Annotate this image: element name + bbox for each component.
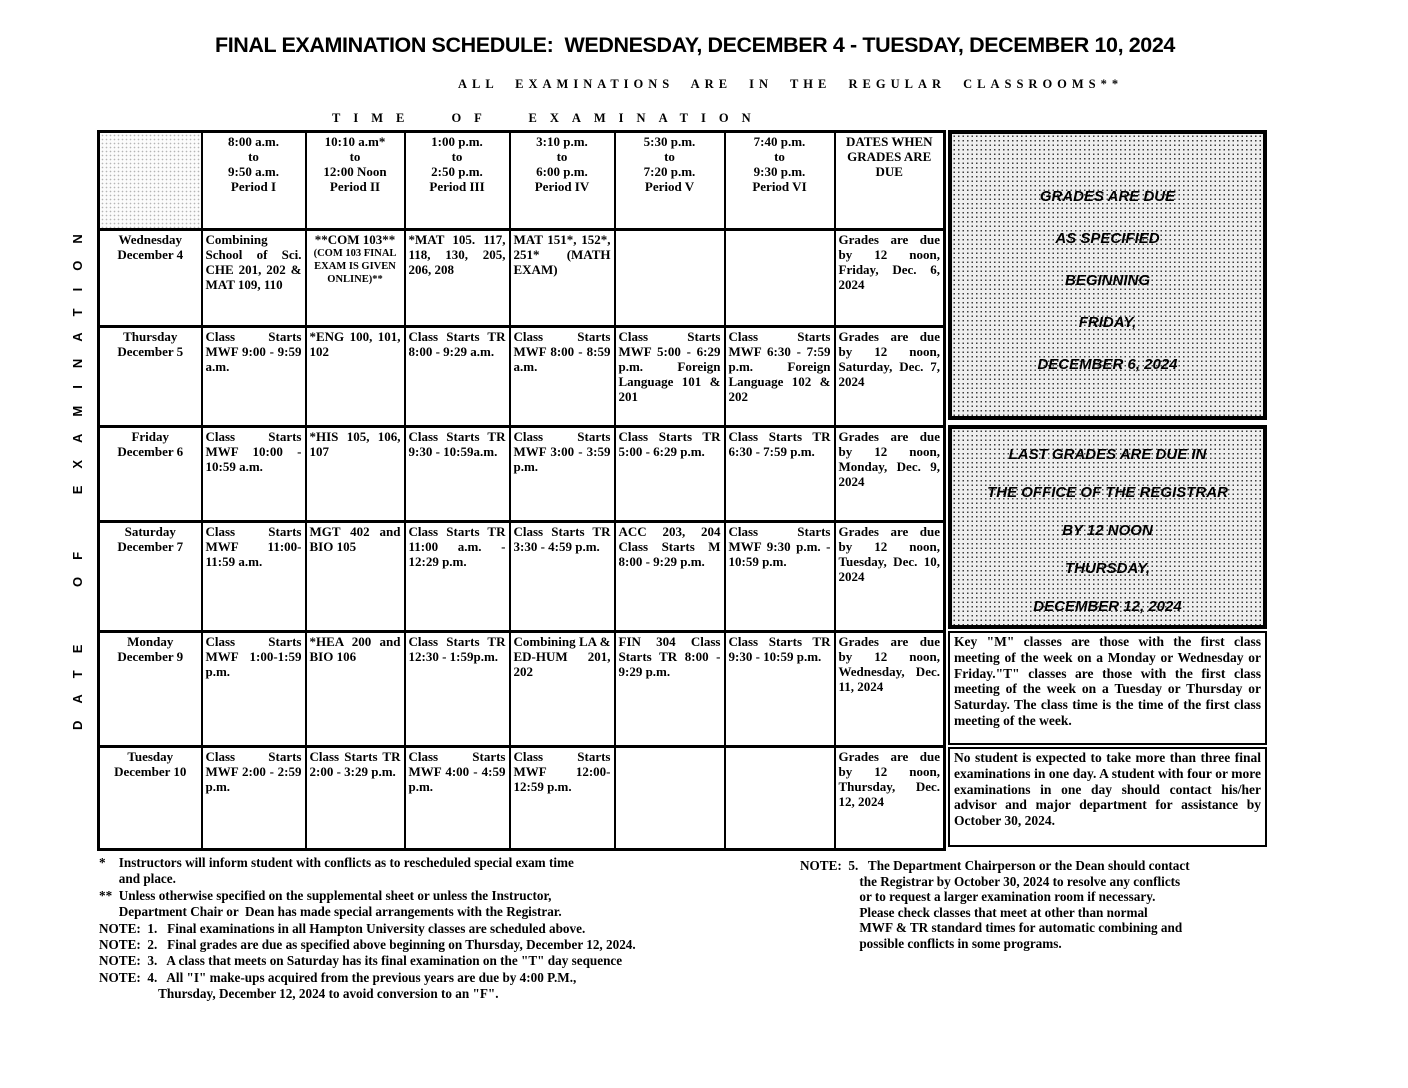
cell-text: Class Starts MWF 5:00 - 6:29 p.m. Foreign Language 101 & 201 bbox=[618, 329, 721, 405]
cell-text: *ENG 100, 101, 102 bbox=[309, 329, 401, 360]
day-line: December 6 bbox=[117, 444, 184, 460]
note-line: the Registrar by October 30, 2024 to resolve any conflicts bbox=[800, 873, 1181, 889]
cell-text: Class Starts TR 12:30 - 1:59p.m. bbox=[408, 634, 506, 665]
schedule-cell bbox=[306, 522, 405, 632]
note-line: possible conflicts in some programs. bbox=[800, 935, 1062, 951]
table-row bbox=[99, 427, 945, 522]
header-line: 9:50 a.m. bbox=[228, 164, 279, 180]
schedule-cell bbox=[306, 230, 405, 327]
schedule-cell bbox=[306, 747, 405, 850]
notice-line: FRIDAY, bbox=[1078, 314, 1137, 331]
day-line: Friday bbox=[131, 429, 170, 444]
header-line: GRADES ARE DUE bbox=[847, 149, 932, 180]
day-line: December 4 bbox=[117, 247, 184, 263]
subtitle-all-examinations: ALL EXAMINATIONS ARE IN THE REGULAR CLASSROOMS** bbox=[458, 77, 1124, 91]
date-of-examination-vertical-label: DATE OF EXAMINATION bbox=[70, 217, 85, 730]
schedule-cell bbox=[725, 327, 835, 427]
grades-cell bbox=[835, 230, 945, 327]
schedule-cell bbox=[615, 427, 725, 522]
schedule-cell bbox=[405, 327, 510, 427]
schedule-cell bbox=[405, 522, 510, 632]
header-period-cell-3 bbox=[405, 132, 510, 230]
note-line: NOTE: 4. All "I" make-ups acquired from the previous years are due by 4:00 P.M., bbox=[99, 969, 577, 985]
schedule-cell bbox=[405, 747, 510, 850]
key-m-t-classes-note-box: Key "M" classes are those with the first class meeting of the week on a Monday or Wednesday or Friday."T" classes are those with the first class meeting of the week on a Tuesday or Thursday or Saturday. The class time is the time of the first class meeting of the week. bbox=[948, 631, 1267, 745]
header-line: to bbox=[349, 149, 361, 165]
notice-line: LAST GRADES ARE DUE IN bbox=[1008, 446, 1207, 463]
notice-line: BEGINNING bbox=[1064, 272, 1150, 289]
cell-text: Class Starts TR 6:30 - 7:59 p.m. bbox=[728, 429, 831, 460]
cell-text: Grades are due by 12 noon, Thursday, Dec. 12, 2024 bbox=[838, 749, 940, 810]
cell-text: ACC 203, 204 Class Starts M 8:00 - 9:29 p.m. bbox=[618, 524, 721, 570]
cell-text: Class Starts MWF 10:00 - 10:59 a.m. bbox=[205, 429, 302, 475]
header-line: Period IV bbox=[534, 179, 590, 195]
grades-cell bbox=[835, 327, 945, 427]
cell-text: Combining School of Sci. CHE 201, 202 & MAT 109, 110 bbox=[205, 232, 302, 293]
header-line: to bbox=[248, 149, 259, 165]
day-line: Wednesday bbox=[118, 232, 183, 247]
grades-cell bbox=[835, 522, 945, 632]
cell-text: Grades are due by 12 noon, Tuesday, Dec. 10, 2024 bbox=[838, 524, 940, 585]
last-grades-due-notice-box bbox=[948, 425, 1267, 629]
cell-text: Class Starts TR 8:00 - 9:29 a.m. bbox=[408, 329, 506, 360]
header-line: 7:20 p.m. bbox=[643, 164, 696, 180]
header-line: 5:30 p.m. bbox=[643, 134, 696, 149]
schedule-cell bbox=[725, 747, 835, 850]
grades-cell bbox=[835, 427, 945, 522]
header-line: Period V bbox=[644, 179, 695, 195]
schedule-cell bbox=[725, 230, 835, 327]
header-line: 6:00 p.m. bbox=[536, 164, 588, 180]
day-cell bbox=[99, 427, 202, 522]
header-line: Period III bbox=[429, 179, 485, 195]
schedule-cell bbox=[202, 747, 306, 850]
cell-text: Class Starts MWF 3:00 - 3:59 p.m. bbox=[513, 429, 611, 475]
header-line: Period VI bbox=[752, 179, 807, 195]
cell-text: Class Starts TR 2:00 - 3:29 p.m. bbox=[309, 749, 401, 780]
header-line: 8:00 a.m. bbox=[228, 134, 279, 149]
header-line: 9:30 p.m. bbox=[753, 164, 806, 180]
note-line: Department Chair or Dean has made special arrangements with the Registrar. bbox=[99, 904, 562, 920]
schedule-cell bbox=[510, 427, 615, 522]
schedule-cell bbox=[615, 632, 725, 747]
table-row bbox=[99, 230, 945, 327]
cell-sub: (COM 103 FINAL EXAM IS GIVEN ONLINE)** bbox=[313, 248, 397, 286]
cell-text: Class Starts MWF 4:00 - 4:59 p.m. bbox=[408, 749, 506, 795]
schedule-cell bbox=[405, 632, 510, 747]
cell-text: Class Starts MWF 6:30 - 7:59 p.m. Foreign Language 102 & 202 bbox=[728, 329, 831, 405]
cell-main: **COM 103** bbox=[314, 232, 396, 247]
cell-text: *HIS 105, 106, 107 bbox=[309, 429, 401, 460]
cell-text: Class Starts MWF 9:30 p.m. - 10:59 p.m. bbox=[728, 524, 831, 570]
notice-line: GRADES ARE DUE bbox=[1039, 188, 1176, 205]
schedule-cell bbox=[202, 522, 306, 632]
day-cell bbox=[99, 632, 202, 747]
table-row bbox=[99, 632, 945, 747]
header-period-cell-5 bbox=[615, 132, 725, 230]
cell-text: Class Starts TR 9:30 - 10:59a.m. bbox=[408, 429, 506, 460]
notice-line: THURSDAY, bbox=[1064, 560, 1150, 577]
cell-text: Grades are due by 12 noon, Wednesday, Dec. 11, 2024 bbox=[838, 634, 940, 695]
header-line: to bbox=[556, 149, 568, 165]
notice-line: THE OFFICE OF THE REGISTRAR bbox=[987, 484, 1228, 501]
note-line: NOTE: 2. Final grades are due as specified above beginning on Thursday, December 12, 2024. bbox=[99, 937, 636, 953]
day-line: Monday bbox=[127, 634, 174, 649]
header-line: to bbox=[664, 149, 675, 165]
schedule-cell bbox=[306, 327, 405, 427]
schedule-cell bbox=[306, 632, 405, 747]
schedule-cell bbox=[615, 230, 725, 327]
schedule-cell bbox=[615, 522, 725, 632]
grades-cell bbox=[835, 747, 945, 850]
day-line: December 9 bbox=[117, 649, 184, 665]
day-line: December 5 bbox=[117, 344, 184, 360]
grades-due-header-cell bbox=[835, 132, 945, 230]
cell-text: Class Starts MWF 2:00 - 2:59 p.m. bbox=[205, 749, 302, 795]
schedule-cell bbox=[615, 747, 725, 850]
cell-text: Grades are due by 12 noon, Friday, Dec. 6, 2024 bbox=[838, 232, 940, 293]
table-row bbox=[99, 522, 945, 632]
cell-text: Class Starts TR 5:00 - 6:29 p.m. bbox=[618, 429, 721, 460]
header-line: Period II bbox=[329, 179, 381, 195]
cell-text: Class Starts MWF 11:00-11:59 a.m. bbox=[205, 524, 302, 570]
cell-text: Class Starts TR 11:00 a.m. - 12:29 p.m. bbox=[408, 524, 506, 570]
schedule-cell bbox=[306, 427, 405, 522]
notice-line: DECEMBER 12, 2024 bbox=[1033, 598, 1182, 615]
schedule-cell bbox=[202, 427, 306, 522]
schedule-cell bbox=[202, 230, 306, 327]
footnotes-right bbox=[800, 858, 1190, 952]
note-line: * Instructors will inform student with conflicts as to rescheduled special exam time bbox=[99, 855, 574, 870]
grades-due-notice-box bbox=[948, 130, 1267, 420]
table-header-row bbox=[99, 132, 945, 230]
day-line: Saturday bbox=[124, 524, 176, 539]
schedule-cell bbox=[725, 632, 835, 747]
grades-cell bbox=[835, 632, 945, 747]
cell-text: Class Starts TR 9:30 - 10:59 p.m. bbox=[728, 634, 831, 665]
schedule-cell bbox=[202, 327, 306, 427]
header-line: DATES WHEN bbox=[845, 134, 933, 149]
header-period-cell-4 bbox=[510, 132, 615, 230]
cell-text: Class Starts MWF 9:00 - 9:59 a.m. bbox=[205, 329, 302, 375]
header-line: 7:40 p.m. bbox=[753, 134, 806, 149]
note-line: and place. bbox=[99, 871, 176, 887]
schedule-cell bbox=[615, 327, 725, 427]
day-cell bbox=[99, 747, 202, 850]
notice-line: DECEMBER 6, 2024 bbox=[1037, 356, 1178, 373]
day-cell bbox=[99, 522, 202, 632]
notice-line: BY 12 NOON bbox=[1062, 522, 1153, 539]
day-line: December 7 bbox=[117, 539, 184, 555]
header-line: 3:10 p.m. bbox=[536, 134, 588, 149]
header-line: 12:00 Noon bbox=[323, 164, 387, 180]
cell-text: MAT 151*, 152*, 251* (MATH EXAM) bbox=[513, 232, 611, 278]
schedule-cell bbox=[202, 632, 306, 747]
day-cell bbox=[99, 230, 202, 327]
exam-schedule-table bbox=[97, 130, 946, 851]
note-line: Please check classes that meet at other than normal bbox=[800, 904, 1148, 920]
day-line: Thursday bbox=[123, 329, 178, 344]
cell-text: MGT 402 and BIO 105 bbox=[309, 524, 401, 555]
note-line: NOTE: 3. A class that meets on Saturday has its final examination on the "T" day sequence bbox=[99, 953, 623, 969]
cell-text: Class Starts MWF 12:00-12:59 p.m. bbox=[513, 749, 611, 795]
cell-text: Class Starts MWF 8:00 - 8:59 a.m. bbox=[513, 329, 611, 375]
cell-text: *MAT 105. 117, 118, 130, 205, 206, 208 bbox=[408, 232, 506, 278]
schedule-cell bbox=[510, 230, 615, 327]
day-line: December 10 bbox=[114, 764, 187, 780]
footnotes-left bbox=[99, 855, 636, 1003]
schedule-cell bbox=[510, 522, 615, 632]
table-row bbox=[99, 327, 945, 427]
cell-text: Class Starts TR 3:30 - 4:59 p.m. bbox=[513, 524, 611, 555]
table-row bbox=[99, 747, 945, 850]
page-title: FINAL EXAMINATION SCHEDULE: WEDNESDAY, DECEMBER 4 - TUESDAY, DECEMBER 10, 2024 bbox=[215, 33, 1175, 57]
header-period-cell-1 bbox=[202, 132, 306, 230]
note-line: NOTE: 5. The Department Chairperson or the Dean should contact bbox=[800, 858, 1190, 873]
note-line: ** Unless otherwise specified on the supplemental sheet or unless the Instructor, bbox=[99, 887, 552, 903]
note-line: NOTE: 1. Final examinations in all Hampton University classes are scheduled above. bbox=[99, 920, 586, 936]
notice-line: AS SPECIFIED bbox=[1055, 230, 1160, 247]
header-line: 10:10 a.m* bbox=[324, 134, 386, 149]
schedule-cell bbox=[510, 747, 615, 850]
header-line: to bbox=[774, 149, 785, 165]
schedule-cell bbox=[510, 327, 615, 427]
schedule-cell bbox=[405, 427, 510, 522]
note-line: MWF & TR standard times for automatic combining and bbox=[800, 920, 1183, 936]
schedule-cell bbox=[725, 522, 835, 632]
note-line: or to request a larger examination room if necessary. bbox=[800, 889, 1156, 905]
time-of-examination-label: TIME OF EXAMINATION bbox=[332, 111, 764, 125]
header-line: Period I bbox=[230, 179, 277, 195]
note-line: Thursday, December 12, 2024 to avoid conversion to an "F". bbox=[99, 986, 499, 1002]
day-line: Tuesday bbox=[127, 749, 174, 764]
header-line: to bbox=[451, 149, 463, 165]
header-line: 2:50 p.m. bbox=[431, 164, 483, 180]
cell-text: Class Starts MWF 1:00-1:59 p.m. bbox=[205, 634, 302, 680]
schedule-cell bbox=[725, 427, 835, 522]
header-line: 1:00 p.m. bbox=[431, 134, 483, 149]
schedule-cell bbox=[405, 230, 510, 327]
cell-text: Grades are due by 12 noon, Monday, Dec. 9, 2024 bbox=[838, 429, 940, 490]
schedule-cell bbox=[510, 632, 615, 747]
corner-cell bbox=[99, 132, 202, 230]
cell-text: Grades are due by 12 noon, Saturday, Dec. 7, 2024 bbox=[838, 329, 940, 390]
cell-text: *HEA 200 and BIO 106 bbox=[309, 634, 401, 665]
three-exams-limit-note-box: No student is expected to take more than three final examinations in one day. A student with four or more examinations in one day should contact his/her advisor and major department for assistance by October 30, 2024. bbox=[948, 747, 1267, 847]
cell-text: Combining LA & ED-HUM 201, 202 bbox=[513, 634, 611, 680]
header-period-cell-2 bbox=[306, 132, 405, 230]
header-period-cell-6 bbox=[725, 132, 835, 230]
day-cell bbox=[99, 327, 202, 427]
cell-text: FIN 304 Class Starts TR 8:00 - 9:29 p.m. bbox=[618, 634, 721, 680]
